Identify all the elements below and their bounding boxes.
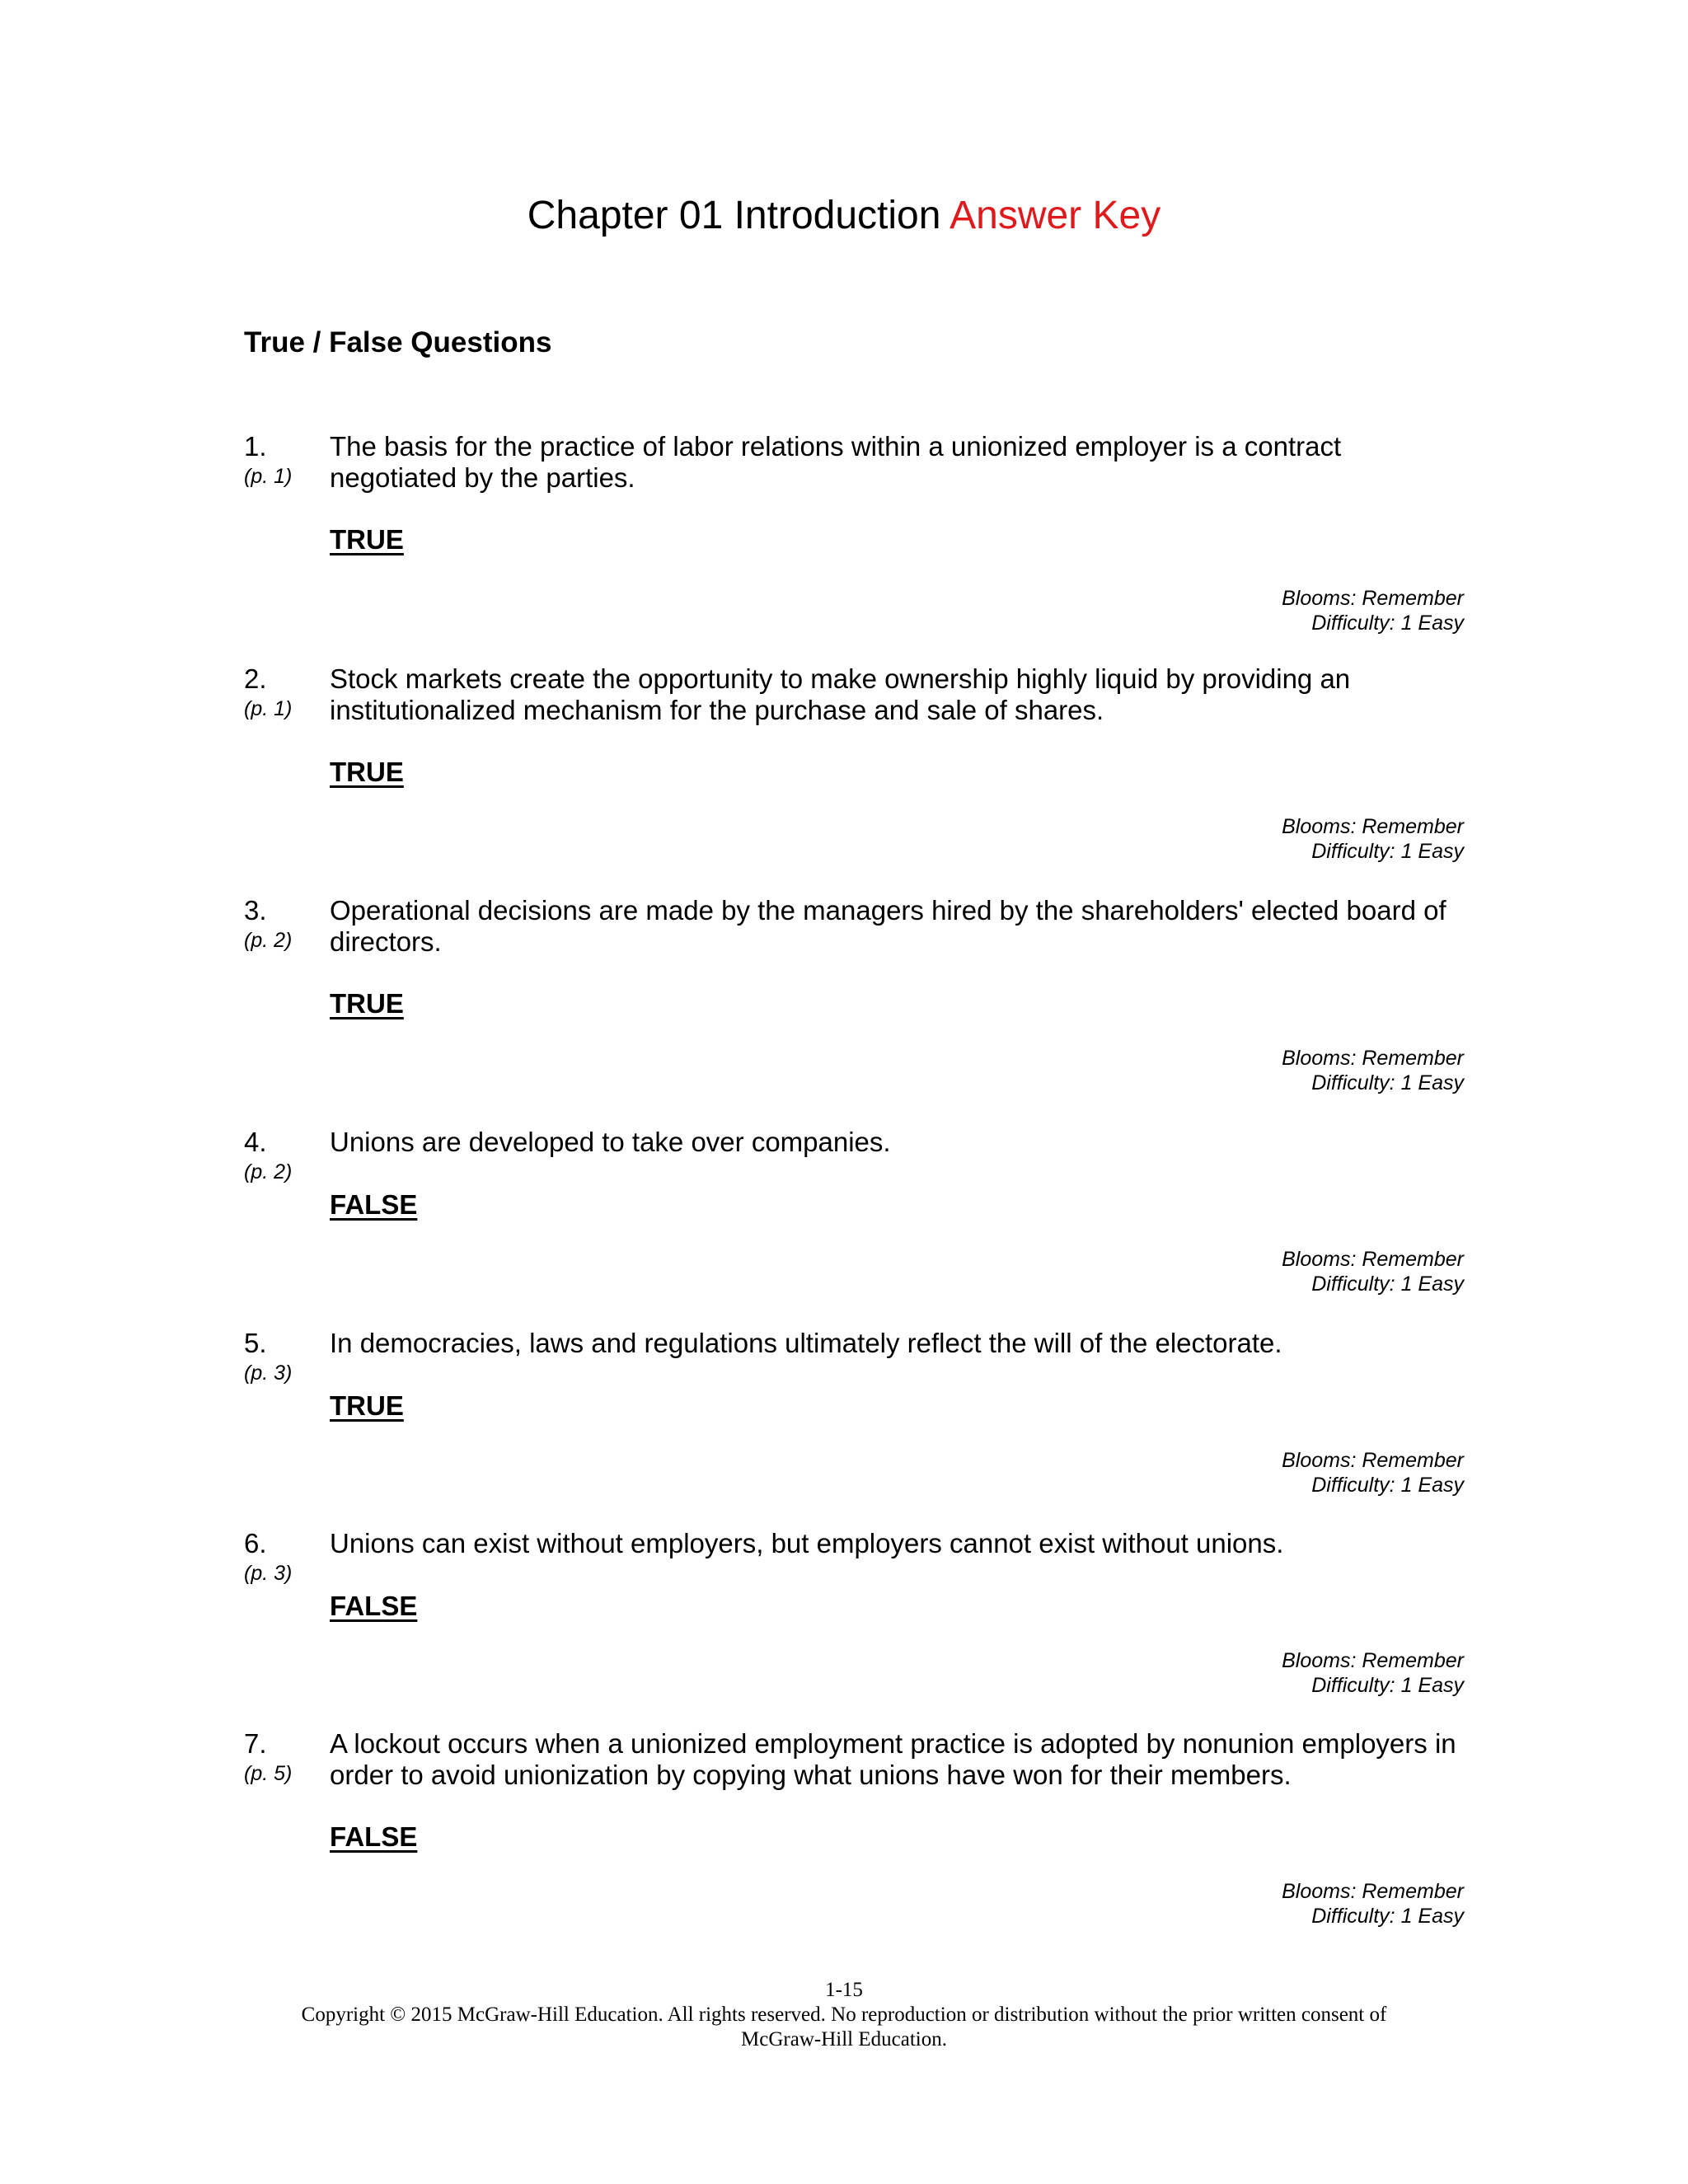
question-text-line: The basis for the practice of labor relations within a unionized employer is a contract: [330, 431, 1342, 462]
question-number: 7.: [244, 1728, 267, 1759]
question-number: 6.: [244, 1528, 267, 1558]
question-page-ref: (p. 3): [244, 1562, 293, 1585]
question-answer: TRUE: [330, 524, 404, 555]
question-meta: [1282, 814, 1464, 864]
difficulty-level: Difficulty: 1 Easy: [1311, 1674, 1464, 1697]
question-text-line: Stock markets create the opportunity to make ownership highly liquid by providing an: [330, 663, 1351, 694]
question-page-ref: (p. 3): [244, 1361, 293, 1385]
question-text-line: institutionalized mechanism for the purchase and sale of shares.: [330, 695, 1104, 725]
blooms-level: Blooms: Remember: [1282, 1649, 1464, 1672]
question-answer: FALSE: [330, 1591, 418, 1621]
difficulty-level: Difficulty: 1 Easy: [1311, 840, 1464, 863]
question-page-ref: (p. 5): [244, 1762, 293, 1785]
question-page-ref: (p. 1): [244, 697, 293, 720]
question-answer: TRUE: [330, 988, 404, 1019]
blooms-level: Blooms: Remember: [1282, 587, 1464, 610]
question-text-line: order to avoid unionization by copying what unions have won for their members.: [330, 1760, 1292, 1790]
copyright-line: McGraw-Hill Education.: [741, 2028, 947, 2050]
question-meta: [1282, 1046, 1464, 1095]
blooms-level: Blooms: Remember: [1282, 1449, 1464, 1472]
question-text-line: negotiated by the parties.: [330, 462, 635, 493]
question-page-ref: (p. 1): [244, 465, 293, 488]
page-title: [0, 191, 1688, 241]
question-text-line: directors.: [330, 926, 442, 957]
question-item: [244, 663, 1464, 861]
question-answer: TRUE: [330, 757, 404, 787]
blooms-level: Blooms: Remember: [1282, 1047, 1464, 1070]
question-text: [330, 895, 1688, 958]
question-answer: TRUE: [330, 1390, 404, 1421]
question-number: 3.: [244, 895, 267, 926]
question-text: [330, 1528, 1688, 1559]
question-text-line: A lockout occurs when a unionized employment practice is adopted by nonunion employers in: [330, 1728, 1456, 1759]
difficulty-level: Difficulty: 1 Easy: [1311, 1071, 1464, 1094]
question-text-line: Unions can exist without employers, but employers cannot exist without unions.: [330, 1528, 1284, 1558]
question-text: [330, 663, 1688, 726]
difficulty-level: Difficulty: 1 Easy: [1311, 612, 1464, 635]
difficulty-level: Difficulty: 1 Easy: [1311, 1905, 1464, 1928]
section-heading: True / False Questions: [244, 326, 552, 359]
question-page-ref: (p. 2): [244, 929, 293, 952]
question-text: [330, 1728, 1688, 1791]
question-number: 1.: [244, 431, 267, 462]
difficulty-level: Difficulty: 1 Easy: [1311, 1474, 1464, 1497]
question-item: [244, 431, 1464, 635]
question-text: [330, 1328, 1688, 1359]
question-item: [244, 895, 1464, 1093]
question-text-line: Unions are developed to take over companies.: [330, 1127, 891, 1157]
question-number: 4.: [244, 1127, 267, 1157]
title-main: Chapter 01 Introduction: [527, 194, 941, 237]
page-number: 1-15: [825, 1979, 863, 2001]
blooms-level: Blooms: Remember: [1282, 1248, 1464, 1271]
blooms-level: Blooms: Remember: [1282, 1880, 1464, 1903]
question-item: [244, 1328, 1464, 1526]
page-footer: [0, 1978, 1688, 2052]
question-meta: [1282, 1448, 1464, 1497]
question-item: [244, 1728, 1464, 1926]
question-meta: [1282, 1648, 1464, 1698]
question-meta: [1282, 1879, 1464, 1929]
question-answer: FALSE: [330, 1821, 418, 1852]
difficulty-level: Difficulty: 1 Easy: [1311, 1272, 1464, 1296]
question-meta: [1282, 586, 1464, 635]
question-text: [330, 431, 1688, 494]
question-text: [330, 1127, 1688, 1158]
question-meta: [1282, 1247, 1464, 1296]
copyright-line: Copyright © 2015 McGraw-Hill Education. All rights reserved. No reproduction or distribution without the prior written consent of: [301, 2004, 1387, 2026]
question-number: 5.: [244, 1328, 267, 1358]
question-page-ref: (p. 2): [244, 1160, 293, 1183]
question-text-line: Operational decisions are made by the managers hired by the shareholders' elected board of: [330, 895, 1447, 926]
question-item: [244, 1528, 1464, 1726]
question-text-line: In democracies, laws and regulations ultimately reflect the will of the electorate.: [330, 1328, 1282, 1358]
blooms-level: Blooms: Remember: [1282, 815, 1464, 838]
question-item: [244, 1127, 1464, 1324]
question-number: 2.: [244, 663, 267, 694]
question-answer: FALSE: [330, 1189, 418, 1220]
title-answer-key: Answer Key: [950, 194, 1161, 237]
